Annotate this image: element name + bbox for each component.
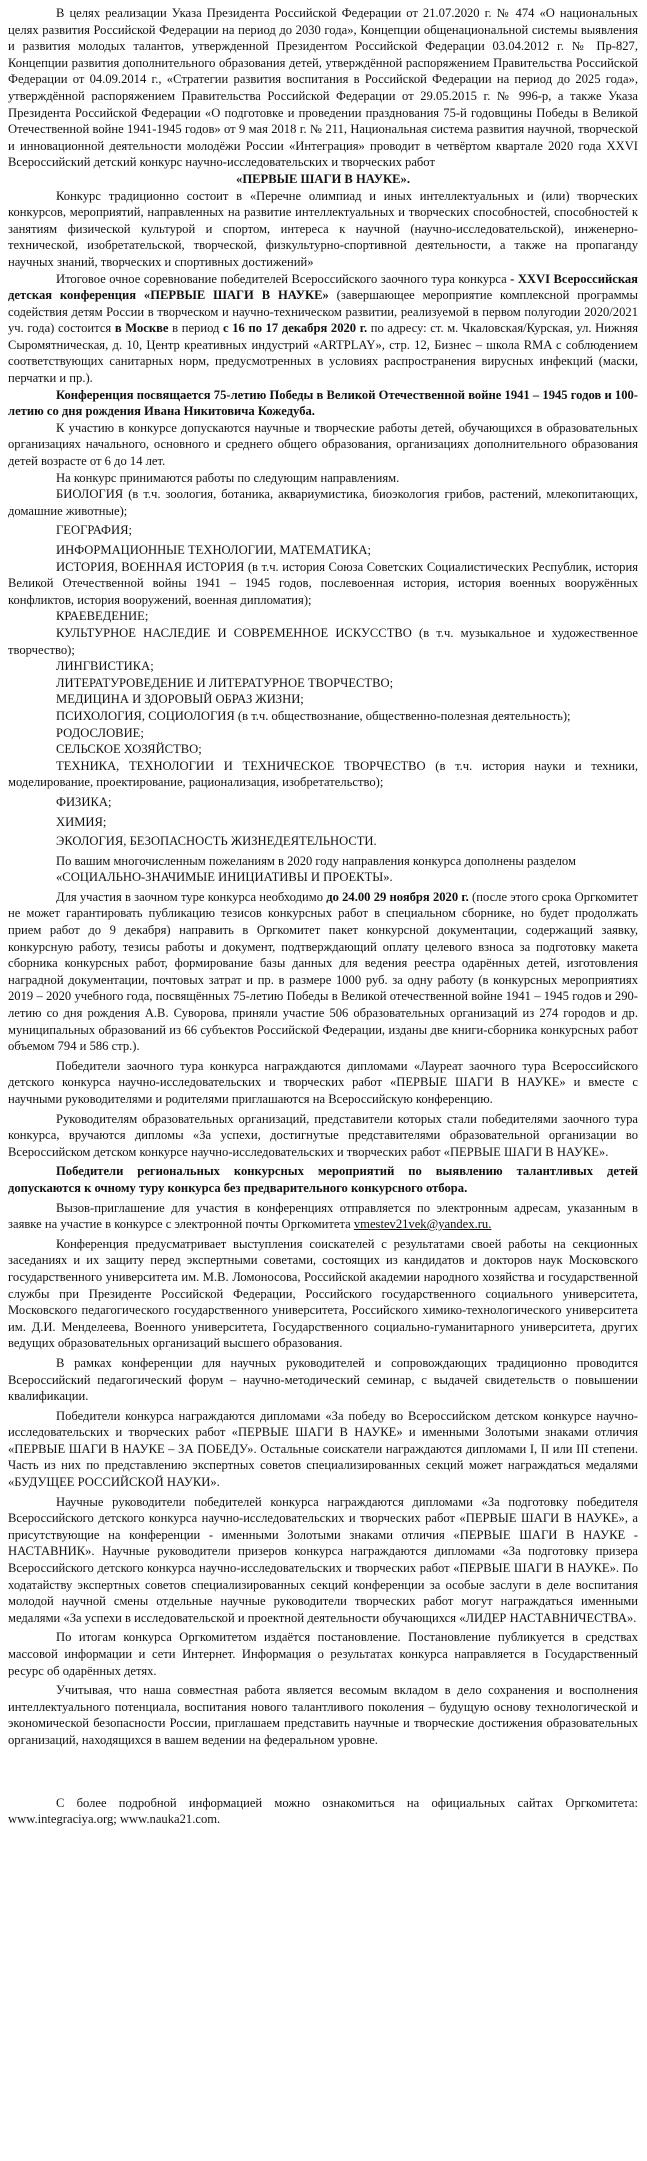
direction-item: ЛИТЕРАТУРОВЕДЕНИЕ И ЛИТЕРАТУРНОЕ ТВОРЧЕСТВО;	[56, 675, 394, 690]
direction-item: ФИЗИКА;	[56, 794, 112, 809]
invitation-text: Вызов-приглашение для участия в конференциях отправляется по электронным адресам, указанным в заявке на участие в конкурсе с электронной почты Оргкомитета	[8, 1200, 638, 1232]
direction-item: ЭКОЛОГИЯ, БЕЗОПАСНОСТЬ ЖИЗНЕДЕЯТЕЛЬНОСТИ.	[56, 834, 377, 849]
tradition-paragraph: Конкурс традиционно состоит в «Перечне олимпиад и иных интеллектуальных и (или) творческих конкурсов, мероприятий, направленных на развитие интеллектуальных и творческих способностей, способностей к занятиям физической культурой и спортом, интереса к научной (научно-исследовательской), инженерно-технической, изобретательской, творческой, физкультурно-спортивной деятельности, а также на пропаганду научных знаний, творческих и спортивных достижений»	[8, 188, 638, 269]
more-info-paragraph	[8, 1795, 638, 1828]
invitation-paragraph	[8, 1200, 638, 1233]
deadline-text-1: Для участия в заочном туре конкурса необходимо	[56, 889, 327, 904]
site-link-integraciya[interactable]: www.integraciya.org	[8, 1812, 114, 1827]
closing-paragraph: Учитывая, что наша совместная работа является весомым вкладом в дело сохранения и восполнения интеллектуального потенциала, воспитания нового талантливого поколения – будущую основу технологической и экономической безопасности России, приглашаем представить научные и творческие достижения образовательных организаций, находящихся в вашем ведении на федеральном уровне.	[8, 1683, 638, 1747]
period: .	[217, 1812, 221, 1827]
final-text-3: в период	[168, 321, 224, 336]
final-event-paragraph	[8, 271, 638, 387]
directions-intro: На конкурс принимаются работы по следующим направлениям.	[56, 470, 400, 485]
direction-item: ЛИНГВИСТИКА;	[56, 659, 154, 674]
event-city: в Москве	[114, 321, 169, 336]
separator: ;	[113, 1812, 120, 1827]
deadline-text-2: (после этого срока Оргкомитет не может гарантировать публикацию тезисов конкурсных работ в специальном сборнике, но будет продолжать прием работ до 9 декабря) направить в Оргкомитет пакет конкурсной документации, содержащий заявку, конкурсную работу, тезисы работы и документ, подтверждающий оплату целевого взноса за подготовку макета сборника конкурсных работ, формирование базы данных для ведения реестра одарённых детей, изготовления наградной документации, почтовых затрат и пр. в размере 1000 руб. за одну работу (в конкурсных мероприятиях 2019 – 2020 учебного года, посвящённых 75-летию Победы в Великой отечественной войне 1941 – 1945 годов и 290-летию со дня рождения А.В. Суворова, приняли участие 506 образовательных организаций из 274 городов и др. муниципальных образований из 66 субъектов Российской Федерации, изданы две книги-сборника конкурсных работ объемом 794 и 586 стр.).	[8, 889, 638, 1054]
direction-item: ТЕХНИКА, ТЕХНОЛОГИИ И ТЕХНИЧЕСКОЕ ТВОРЧЕСТВО (в т.ч. история науки и техники, моделирование, проектирование, рационализация, изобретательство);	[8, 758, 638, 790]
laureates-paragraph: Победители заочного тура конкурса награждаются дипломами «Лауреат заочного тура Всероссийского детского конкурса научно-исследовательских и творческих работ «ПЕРВЫЕ ШАГИ В НАУКЕ» и вместе с научными руководителями и родителями приглашаются на Всероссийскую конференцию.	[8, 1058, 638, 1106]
site-link-nauka21[interactable]: www.nauka21.com	[119, 1812, 218, 1827]
new-section-line: По вашим многочисленным пожеланиям в 2020 году направления конкурса дополнены разделом	[56, 853, 576, 868]
direction-item: БИОЛОГИЯ (в т.ч. зоология, ботаника, аквариумистика, биоэкология грибов, растений, млекопитающих, домашние животные);	[8, 487, 638, 518]
mentors-paragraph: Научные руководители победителей конкурса награждаются дипломами «За подготовку победителя Всероссийского детского конкурса научно-исследовательских и творческих работ «ПЕРВЫЕ ШАГИ В НАУКЕ», а присутствующие на конференции - именными Золотыми знаками отличия «ПЕРВЫЕ ШАГИ В НАУКЕ - НАСТАВНИК». Научные руководители призеров конкурса награждаются дипломами «За подготовку призера Всероссийского детского конкурса научно-исследовательских и творческих работ «ПЕРВЫЕ ШАГИ В НАУКЕ». По ходатайству экспертных советов специализированных секций конференции за особые заслуги в деле воспитания молодой научной смены отдельные научные руководители творческих работ могут награждаться именными медалями «За успехи в исследовательской и проектной деятельности обучающихся «ЛИДЕР НАСТАВНИЧЕСТВА».	[8, 1494, 638, 1625]
direction-item: СЕЛЬСКОЕ ХОЗЯЙСТВО;	[56, 742, 202, 757]
direction-item: РОДОСЛОВИЕ;	[56, 725, 144, 740]
deadline-paragraph	[8, 889, 638, 1055]
direction-item: МЕДИЦИНА И ЗДОРОВЫЙ ОБРАЗ ЖИЗНИ;	[56, 692, 304, 707]
deadline-date: до 24.00 29 ноября 2020 г.	[326, 889, 469, 904]
direction-item: ИСТОРИЯ, ВОЕННАЯ ИСТОРИЯ (в т.ч. история Союза Советских Социалистических Республик, история Великой Отечественной войны 1941 – 1945 годов, послевоенная история, история военных вооружённых конфликтов, история вооружений, военная дипломатия);	[8, 559, 638, 607]
final-text-1: Итоговое очное соревнование победителей Всероссийского заочного тура конкурса	[56, 271, 511, 286]
final-text-2: (завершающее мероприятие комплексной программы содействия детям России в творческом и научно-техническом развитии, реализуемой в первом полугодии 2020/2021 уч. года) состоится	[8, 288, 638, 336]
organizer-email-link[interactable]: vmestev21vek@yandex.ru.	[353, 1217, 492, 1232]
new-section-name: «СОЦИАЛЬНО-ЗНАЧИМЫЕ ИНИЦИАТИВЫ И ПРОЕКТЫ».	[56, 870, 393, 885]
conference-name: - XXVI Всероссийская детская конференция «ПЕРВЫЕ ШАГИ В НАУКЕ»	[8, 271, 638, 303]
direction-item: ПСИХОЛОГИЯ, СОЦИОЛОГИЯ (в т.ч. обществознание, общественно-полезная деятельность);	[56, 708, 571, 723]
directions-list	[8, 486, 638, 849]
contest-title: «ПЕРВЫЕ ШАГИ В НАУКЕ».	[236, 171, 410, 186]
conference-paragraph: Конференция предусматривает выступления соискателей с результатами своей работы на секционных заседаниях и их защиту перед экспертными советами, состоящих из кандидатов и докторов наук Московского государственного университета им. М.В. Ломоносова, Российской академии народного хозяйства и государственной службы при Президенте Российской Федерации, Российского государственного социального университета, Московского педагогического государственного университета, Российского химико-технологического университета им. Д.И. Менделеева, Военного университета, Государственного социально-гуманитарного университета, других ведущих образовательных организаций высшего образования.	[8, 1236, 638, 1351]
direction-item: ХИМИЯ;	[56, 814, 107, 829]
heads-paragraph: Руководителям образовательных организаций, представители которых стали победителями заочного тура конкурса, вручаются дипломы «За успехи, достигнутые представителями образовательной организации во Всероссийском детском конкурсе научно-исследовательских и творческих работ «ПЕРВЫЕ ШАГИ В НАУКЕ».	[8, 1111, 638, 1159]
direction-item: КУЛЬТУРНОЕ НАСЛЕДИЕ И СОВРЕМЕННОЕ ИСКУССТВО (в т.ч. музыкальное и художественное творчество);	[8, 625, 638, 657]
event-dates: с 16 по 17 декабря 2020 г.	[223, 321, 368, 336]
more-info-text: С более подробной информацией можно ознакомиться на официальных сайтах Оргкомитета:	[56, 1795, 638, 1810]
direction-item: КРАЕВЕДЕНИЕ;	[56, 609, 149, 624]
winners-paragraph: Победители конкурса награждаются дипломами «За победу во Всероссийском детском конкурсе научно-исследовательских и творческих работ «ПЕРВЫЕ ШАГИ В НАУКЕ» и именными Золотыми знаками отличия «ПЕРВЫЕ ШАГИ В НАУКЕ – ЗА ПОБЕДУ». Остальные соискатели награждаются дипломами I, II или III степени. Часть из них по представлению экспертных советов специализированных секций может награждаться медалями «БУДУЩЕЕ РОССИЙСКОЙ НАУКИ».	[8, 1408, 638, 1490]
regional-winners-paragraph: Победители региональных конкурсных мероприятий по выявлению талантливых детей допускаются к очному туру конкурса без предварительного конкурсного отбора.	[8, 1164, 638, 1195]
forum-paragraph: В рамках конференции для научных руководителей и сопровождающих традиционно проводится Всероссийский педагогический форум – научно-методический семинар, с выдачей свидетельств о повышении квалификации.	[8, 1355, 638, 1404]
dedication-paragraph: Конференция посвящается 75-летию Победы в Великой Отечественной войне 1941 – 1945 годов и 100-летию со дня рождения Ивана Никитовича Кожедуба.	[8, 387, 638, 419]
intro-paragraph: В целях реализации Указа Президента Российской Федерации от 21.07.2020 г. № 474 «О национальных целях развития Российской Федерации на период до 2030 года», Концепции общенациональной системы выявления и развития молодых талантов, утвержденной Президентом Российской Федерации 03.04.2012 г. № Пр-827, Концепции развития дополнительного образования детей, утверждённой распоряжением Правительства Российской Федерации от 04.09.2014 г., «Стратегии развития воспитания в Российской Федерации на период до 2025 года», утверждённой распоряжением Правительства Российской Федерации от 29.05.2015 г. № 996-р, а также Указа Президента Российской Федерации «О подготовке и проведении празднования 75-й годовщины Победы в Великой Отечественной войне 1941-1945 годов» от 9 мая 2018 г. № 211, Национальная система развития научной, творческой и инновационной деятельности молодёжи России «Интеграция» проводит в четвёртом квартале 2020 года XXVI Всероссийский детский конкурс научно-исследовательских и творческих работ	[8, 6, 638, 170]
participants-paragraph: К участию в конкурсе допускаются научные и творческие работы детей, обучающихся в образовательных организациях начального, основного и среднего общего образования, организациях дополнительного образования детей возрасте от 6 до 14 лет.	[8, 420, 638, 469]
direction-item: ГЕОГРАФИЯ;	[56, 523, 132, 538]
results-paragraph: По итогам конкурса Оргкомитетом издаётся постановление. Постановление публикуется в средствах массовой информации и сети Интернет. Информация о результатах конкурса направляется в Государственный ресурс об одарённых детях.	[8, 1630, 638, 1678]
direction-item: ИНФОРМАЦИОННЫЕ ТЕХНОЛОГИИ, МАТЕМАТИКА;	[56, 543, 371, 557]
final-text-4: по адресу: ст. м. Чкаловская/Курская, ул. Нижняя Сыромятническая, д. 10, Центр креативных индустрий «ARTPLAY», стр. 12, Бизнес – школа RMA с соблюдением соответствующих санитарных норм, предусмотренных в условиях распространения вирусных инфекций (маски, перчатки и пр.).	[8, 321, 638, 386]
